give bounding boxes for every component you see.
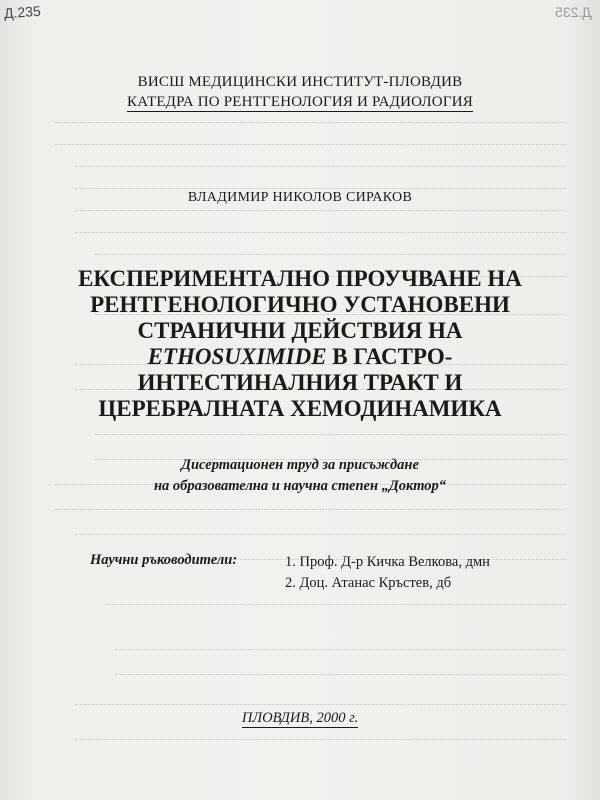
title-line-6: ЦЕРЕБРАЛНАТА ХЕМОДИНАМИКА (98, 396, 502, 421)
advisors-label: Научни ръководители: (90, 552, 238, 568)
author-name: ВЛАДИМИР НИКОЛОВ СИРАКОВ (187, 190, 413, 205)
archive-number-left: Д.235 (3, 2, 42, 22)
degree-statement-line-2: на образователна и научна степен „Доктор“ (153, 478, 447, 494)
drug-name: ETHOSUXIMIDE (147, 344, 327, 369)
advisor-item: 1. Проф. Д-р Кичка Велкова, дмн (285, 554, 490, 570)
place-and-date-text: ПЛОВДИВ, 2000 г. (241, 710, 359, 726)
title-line-5: ИНТЕСТИНАЛНИЯ ТРАКТ И (137, 370, 463, 395)
degree-statement (0, 455, 600, 497)
title-line-2: РЕНТГЕНОЛОГИЧНО УСТАНОВЕНИ (90, 292, 510, 317)
department-name-text: КАТЕДРА ПО РЕНТГЕНОЛОГИЯ И РАДИОЛОГИЯ (127, 94, 473, 110)
title-line-3: СТРАНИЧНИ ДЕЙСТВИЯ НА (137, 318, 463, 343)
advisor-item: 2. Доц. Атанас Кръстев, дб (285, 575, 452, 591)
place-and-date (0, 710, 600, 727)
title-line-4 (70, 344, 530, 370)
archive-number-right: Д.235 (555, 4, 592, 20)
dissertation-title (70, 266, 530, 422)
institution-name: ВИСШ МЕДИЦИНСКИ ИНСТИТУТ-ПЛОВДИВ (137, 74, 463, 90)
title-line-1: ЕКСПЕРИМЕНТАЛНО ПРОУЧВАНЕ НА (78, 266, 522, 291)
degree-statement-line-1: Дисертационен труд за присъждане (181, 457, 419, 473)
advisor-list (285, 552, 490, 594)
department-name (0, 94, 600, 111)
title-line-4-rest: В ГАСТРО- (326, 344, 453, 369)
